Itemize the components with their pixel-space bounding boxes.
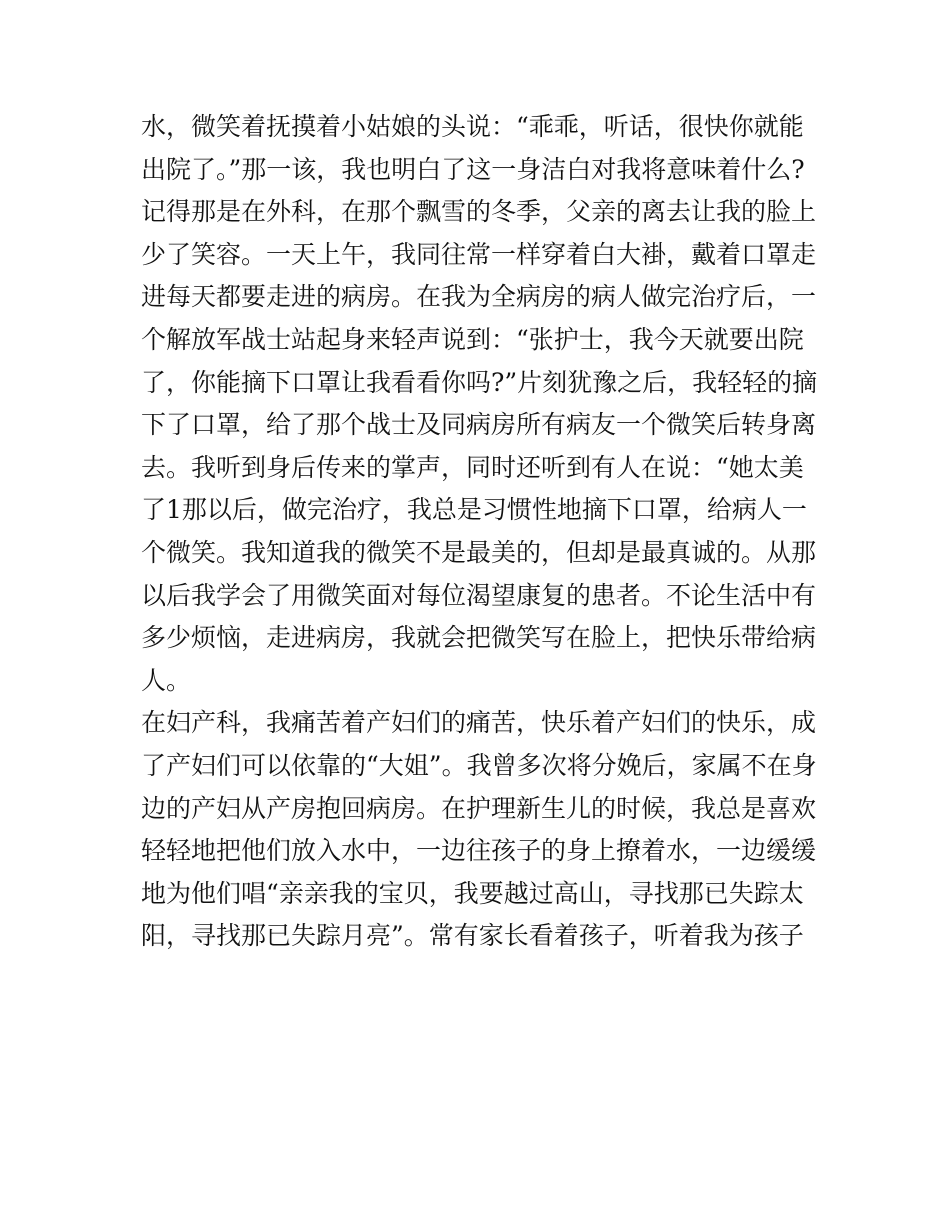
text-line: 个微笑。我知道我的微笑不是最美的，但却是最真诚的。从那: [141, 537, 817, 567]
text-line: 少了笑容。一天上午，我同往常一样穿着白大褂，戴着口罩走: [141, 239, 817, 269]
text-line: 了，你能摘下口罩让我看看你吗?”片刻犹豫之后，我轻轻的摘: [141, 367, 818, 397]
text-line: 了1那以后，做完治疗，我总是习惯性地摘下口罩，给病人一: [141, 495, 807, 525]
text-line: 多少烦恼，走进病房，我就会把微笑写在脸上，把快乐带给病: [141, 623, 817, 653]
text-line: 记得那是在外科，在那个飘雪的冬季，父亲的离去让我的脸上: [141, 197, 817, 227]
text-line: 了产妇们可以依靠的“大姐”。我曾多次将分娩后，家属不在身: [141, 750, 817, 780]
text-line: 以后我学会了用微笑面对每位渴望康复的患者。不论生活中有: [141, 580, 817, 610]
text-line: 阳，寻找那已失踪月亮”。常有家长看着孩子，听着我为孩子: [141, 921, 804, 951]
text-line: 出院了。”那一该，我也明白了这一身洁白对我将意味着什么?: [141, 154, 805, 184]
text-line: 去。我听到身后传来的掌声，同时还听到有人在说：“她太美: [141, 452, 804, 482]
text-line: 下了口罩，给了那个战士及同病房所有病友一个微笑后转身离: [141, 410, 817, 440]
text-line: 水，微笑着抚摸着小姑娘的头说：“乖乖，听话，很快你就能: [141, 112, 804, 141]
text-line: 个解放军战士站起身来轻声说到：“张护士，我今天就要出院: [141, 324, 804, 354]
text-line: 地为他们唱“亲亲我的宝贝，我要越过高山，寻找那已失踪太: [141, 878, 804, 908]
body-text: [141, 106, 821, 958]
text-line: 轻轻地把他们放入水中，一边往孩子的身上撩着水，一边缓缓: [141, 836, 817, 866]
text-line: 进每天都要走进的病房。在我为全病房的病人做完治疗后，一: [141, 282, 817, 312]
text-line: 人。: [141, 665, 192, 695]
text-line: 边的产妇从产房抱回病房。在护理新生儿的时候，我总是喜欢: [141, 793, 817, 823]
text-line: 在妇产科，我痛苦着产妇们的痛苦，快乐着产妇们的快乐，成: [141, 708, 817, 738]
